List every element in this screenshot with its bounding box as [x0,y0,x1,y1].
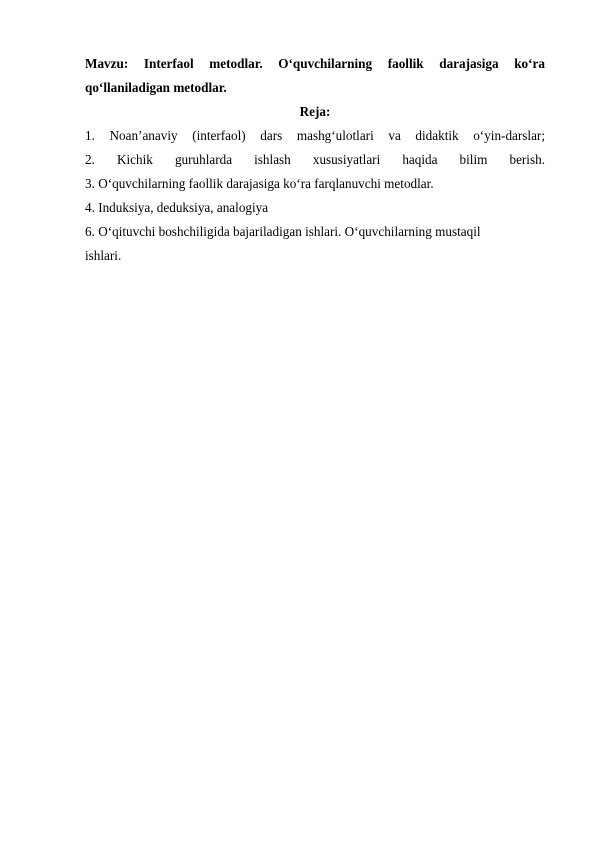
plan-item-6-line-1: 6. O‘qituvchi boshchiligida bajariladigan ishlari. O‘quvchilarning mustaqil [85,224,481,239]
title-line-2: qo‘llaniladigan metodlar. [85,80,227,95]
plan-item-6-line-2: ishlari. [85,248,122,263]
plan-item-6 [85,220,545,268]
document-title [85,52,545,100]
document-page [85,52,545,268]
plan-item-3: 3. O‘quvchilarning faollik darajasiga ko‘ra farqlanuvchi metodlar. [85,176,434,191]
plan-item-1: 1. Noan’anaviy (interfaol) dars mashg‘ulotlari va didaktik o‘yin-darslar; [85,128,545,143]
plan-heading: Reja: [299,104,331,119]
plan-item-2: 2. Kichik guruhlarda ishlash xususiyatlari haqida bilim berish. [85,152,545,167]
title-line-1: Mavzu: Interfaol metodlar. O‘quvchilarning faollik darajasiga ko‘ra [85,56,545,71]
plan-item-4: 4. Induksiya, deduksiya, analogiya [85,200,269,215]
